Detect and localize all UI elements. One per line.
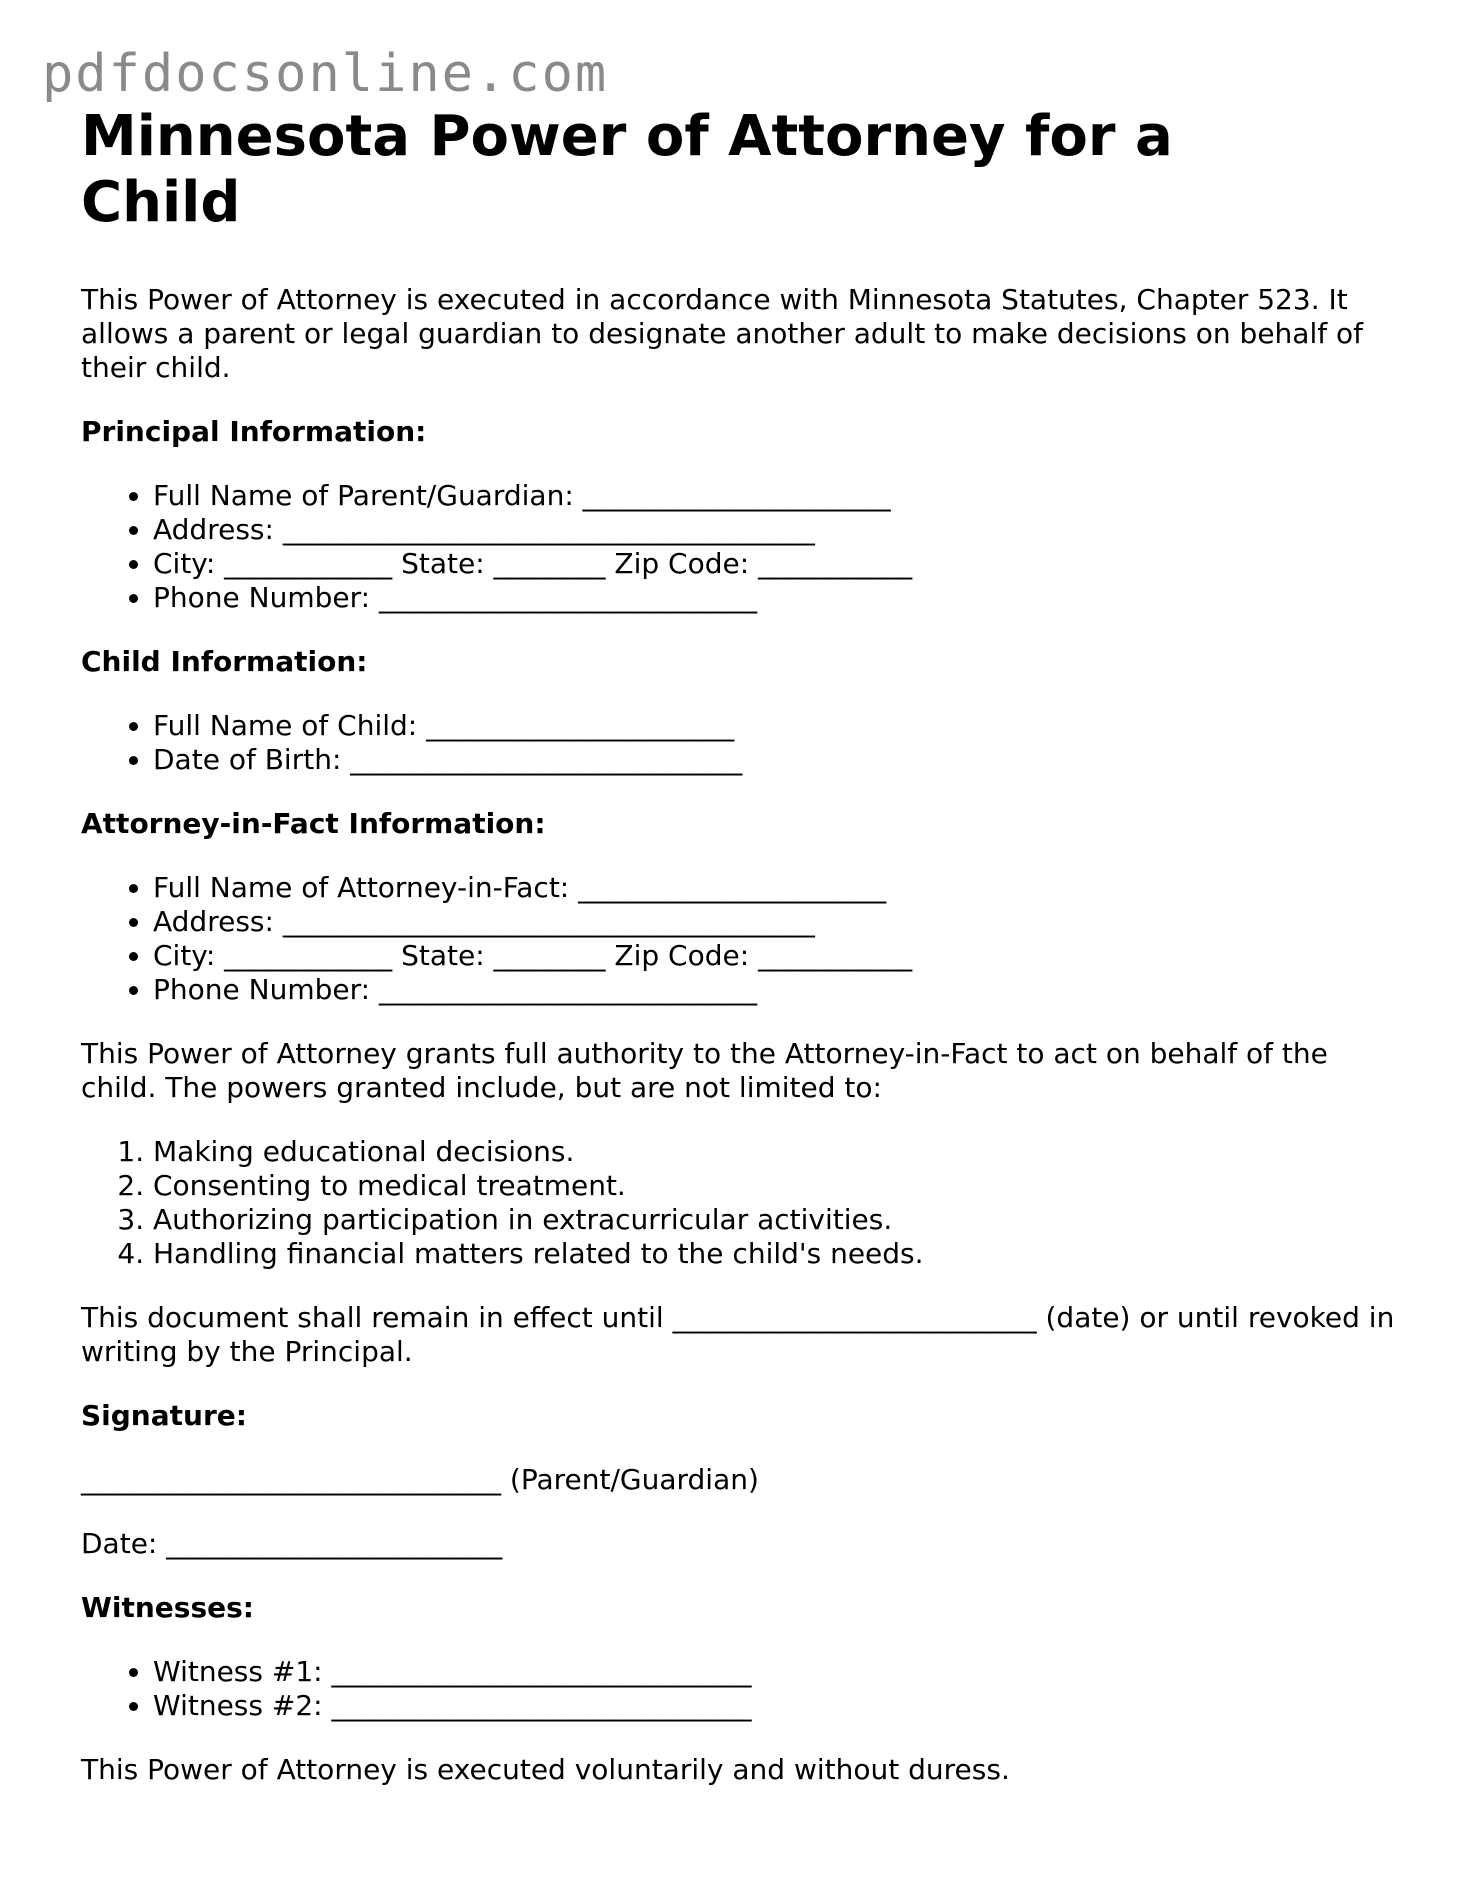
attorney-list bbox=[81, 871, 1411, 1007]
signature-heading: Signature: bbox=[81, 1399, 247, 1432]
principal-city-state-zip-field: • City: ____________ State: ________ Zip Code: ___________ bbox=[153, 547, 1411, 581]
intro-paragraph: This Power of Attorney is executed in accordance with Minnesota Statutes, Chapter 523. It allows a parent or legal guardian to designate another adult to make decisions on behalf of their child. bbox=[81, 283, 1363, 384]
attorney-phone-field: • Phone Number: ___________________________ bbox=[153, 973, 1411, 1007]
principal-list bbox=[81, 479, 1411, 615]
principal-address-field: • Address: ______________________________________ bbox=[153, 513, 1411, 547]
document-page bbox=[81, 104, 1411, 1787]
child-list bbox=[81, 709, 1411, 777]
document-title: Minnesota Power of Attorney for a Child bbox=[81, 104, 1173, 235]
closing-paragraph: This Power of Attorney is executed voluntarily and without duress. bbox=[81, 1753, 1010, 1786]
attorney-name-field: • Full Name of Attorney-in-Fact: ______________________ bbox=[153, 871, 1411, 905]
signature-line: ______________________________ (Parent/Guardian) bbox=[81, 1463, 759, 1496]
witness-2-field: • Witness #2: ______________________________ bbox=[153, 1689, 1411, 1723]
powers-list bbox=[81, 1135, 1411, 1271]
watermark: pdfdocsonline.com bbox=[42, 44, 609, 104]
principal-name-field: • Full Name of Parent/Guardian: ______________________ bbox=[153, 479, 1411, 513]
attorney-address-field: • Address: ______________________________________ bbox=[153, 905, 1411, 939]
witness-1-field: • Witness #1: ______________________________ bbox=[153, 1655, 1411, 1689]
child-name-field: • Full Name of Child: ______________________ bbox=[153, 709, 1411, 743]
effect-paragraph: This document shall remain in effect until __________________________ (date) or until revoked in writing by the Principal. bbox=[81, 1301, 1395, 1368]
witnesses-heading: Witnesses: bbox=[81, 1591, 254, 1624]
power-item: 3. Authorizing participation in extracurricular activities. bbox=[153, 1203, 1411, 1237]
principal-phone-field: • Phone Number: ___________________________ bbox=[153, 581, 1411, 615]
power-item: 1. Making educational decisions. bbox=[153, 1135, 1411, 1169]
power-item: 2. Consenting to medical treatment. bbox=[153, 1169, 1411, 1203]
principal-heading: Principal Information: bbox=[81, 415, 427, 448]
child-heading: Child Information: bbox=[81, 645, 368, 678]
powers-intro-paragraph: This Power of Attorney grants full authority to the Attorney-in-Fact to act on behalf of the child. The powers granted include, but are not limited to: bbox=[81, 1037, 1328, 1104]
attorney-heading: Attorney-in-Fact Information: bbox=[81, 807, 546, 840]
attorney-city-state-zip-field: • City: ____________ State: ________ Zip Code: ___________ bbox=[153, 939, 1411, 973]
power-item: 4. Handling financial matters related to the child's needs. bbox=[153, 1237, 1411, 1271]
child-dob-field: • Date of Birth: ____________________________ bbox=[153, 743, 1411, 777]
witnesses-list bbox=[81, 1655, 1411, 1723]
signature-date-line: Date: ________________________ bbox=[81, 1527, 503, 1560]
